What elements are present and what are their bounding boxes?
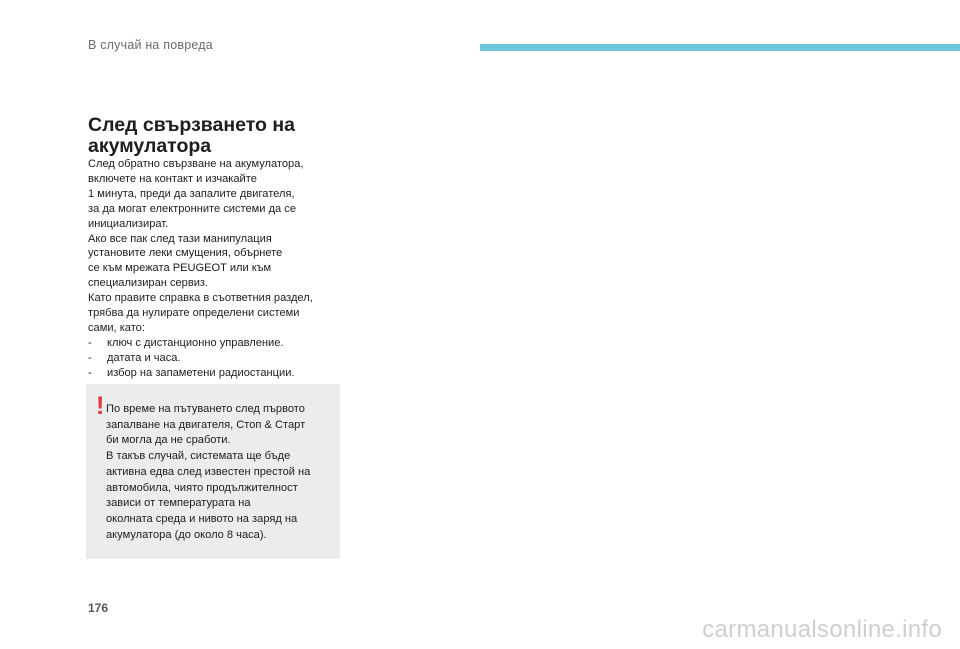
page-number: 176: [88, 601, 109, 615]
list-item: [88, 351, 358, 366]
chapter-accent-bar: [480, 44, 960, 51]
exclamation-icon: !: [96, 392, 105, 420]
warning-line: би могла да не сработи.: [106, 434, 231, 447]
body-line: Ако все пак след тази манипулация: [88, 232, 272, 245]
list-item: [88, 366, 358, 381]
watermark: carmanualsonline.info: [702, 616, 942, 643]
list-item-text: ключ с дистанционно управление.: [107, 336, 284, 349]
body-line: инициализират.: [88, 217, 169, 230]
body-line: за да могат електронните системи да се: [88, 202, 297, 215]
list-item-text: избор на запаметени радиостанции.: [107, 366, 295, 379]
body-line: Като правите справка в съответния раздел,: [88, 292, 313, 305]
warning-line: В такъв случай, системата ще бъде: [106, 450, 291, 463]
warning-line: околната среда и нивото на заряд на: [106, 512, 298, 525]
warning-line: автомобила, чиято продължителност: [106, 481, 298, 494]
warning-line: запалване на двигателя, Стоп & Старт: [106, 418, 306, 431]
warning-line: зависи от температурата на: [106, 497, 251, 510]
body-line: сами, като:: [88, 321, 145, 334]
body-line: трябва да нулирате определени системи: [88, 307, 300, 320]
chapter-title: В случай на повреда: [88, 38, 213, 52]
list-item: [88, 336, 358, 351]
section-heading-line: След свързването на: [88, 114, 295, 136]
warning-line: акумулатора (до около 8 часа).: [106, 528, 267, 541]
bullet-marker: -: [88, 336, 92, 349]
warning-line: активна едва след известен престой на: [106, 465, 311, 478]
section-heading: [88, 115, 368, 157]
body-line: 1 минута, преди да запалите двигателя,: [88, 187, 295, 200]
body-text: [88, 157, 358, 381]
bullet-marker: -: [88, 366, 92, 379]
bullet-marker: -: [88, 351, 92, 364]
body-line: След обратно свързване на акумулатора,: [88, 158, 304, 170]
section-heading-line: акумулатора: [88, 135, 212, 157]
warning-line: По време на пътуването след първото: [106, 403, 305, 415]
body-line: включете на контакт и изчакайте: [88, 172, 257, 185]
body-line: специализиран сервиз.: [88, 277, 209, 290]
list-item-text: датата и часа.: [107, 351, 181, 364]
body-line: установите леки смущения, обърнете: [88, 247, 283, 260]
warning-text: [106, 402, 338, 543]
body-line: се към мрежата PEUGEOT или към: [88, 262, 272, 275]
